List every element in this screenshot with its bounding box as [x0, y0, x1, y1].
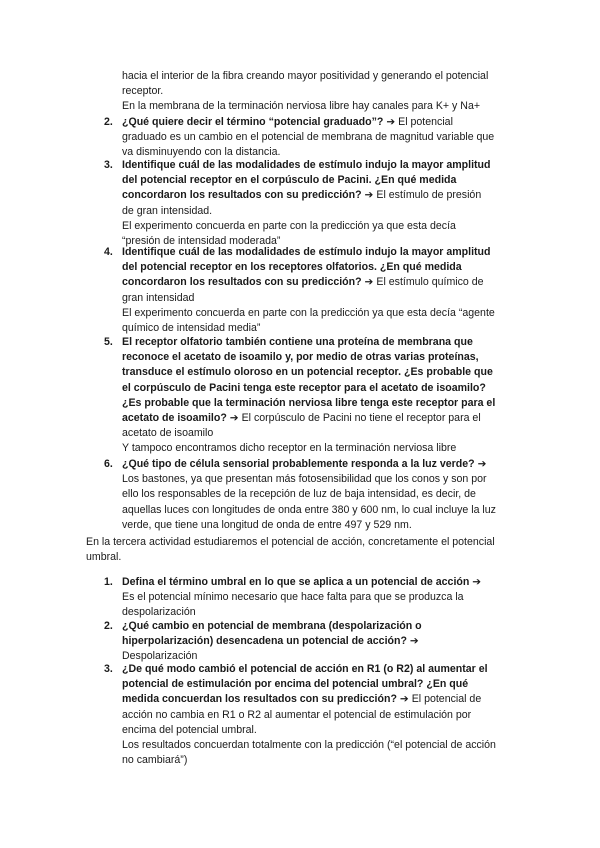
action-question-1 [122, 575, 522, 621]
question-text: del potencial receptor en el corpúsculo de Pacini. ¿En qué medida [122, 174, 457, 187]
item-number: 3. [104, 159, 113, 171]
action-question-2 [122, 619, 522, 665]
question-text: medida concuerdan los resultados con su predicción? [122, 693, 397, 706]
question-text: ¿Qué quiere decir el término “potencial graduado”? [122, 116, 384, 128]
answer-text: acción no cambia en R1 o R2 al aumentar el potencial de estimulación por [122, 708, 472, 721]
answer-text: “presión de intensidad moderada” [122, 235, 281, 248]
answer-text: Los bastones, ya que presentan más fotosensibilidad que los conos y son por [122, 473, 487, 486]
answer-text: graduado es un cambio en el potencial de membrana de magnitud variable que [122, 131, 495, 144]
answer-text: aquellas luces con longitudes de onda entre 380 y 600 nm, lo cual incluye la luz [122, 503, 496, 516]
answer-text: gran intensidad [122, 291, 195, 304]
answer-text: Es el potencial mínimo necesario que hace falta para que se produzca la [122, 591, 464, 604]
answer-text: El corpúsculo de Pacini no tiene el receptor para el [241, 412, 481, 425]
question-6 [122, 457, 522, 533]
item-number: 6. [104, 458, 113, 470]
question-text: acetato de isoamilo? [122, 412, 227, 425]
question-text: Identifique cuál de las modalidades de estímulo indujo la mayor amplitud [122, 159, 491, 171]
arrow-icon: ➔ [386, 116, 396, 128]
item-number: 3. [104, 663, 113, 675]
question-text: El receptor olfatorio también contiene una proteína de membrana que [122, 336, 473, 348]
answer-text: El experimento concuerda en parte con la predicción ya que esta decía “agente [122, 306, 495, 319]
answer-text: va disminuyendo con la distancia. [122, 146, 281, 159]
item-number: 5. [104, 336, 113, 348]
arrow-icon: ➔ [472, 576, 482, 588]
text-line: receptor. [122, 85, 164, 98]
answer-text: El experimento concuerda en parte con la predicción ya que esta decía [122, 219, 456, 232]
answer-text: El potencial de [411, 693, 482, 706]
question-text: Defina el término umbral en lo que se aplica a un potencial de acción [122, 576, 470, 588]
answer-text: de gran intensidad. [122, 204, 213, 217]
arrow-icon: ➔ [409, 635, 419, 648]
answer-text: no cambiará”) [122, 754, 188, 767]
item-number: 4. [104, 246, 113, 258]
action-question-3 [122, 662, 522, 768]
question-text: concordaron los resultados con su predicción? [122, 189, 362, 202]
answer-text: verde, que tiene una longitud de onda de entre 497 y 529 nm. [122, 518, 412, 531]
arrow-icon: ➔ [364, 189, 374, 202]
answer-text: El estímulo químico de [376, 276, 484, 289]
intro-paragraph [86, 535, 526, 565]
text-line: En la tercera actividad estudiaremos el potencial de acción, concretamente el potencial [86, 536, 495, 548]
question-text: Identifique cuál de las modalidades de estímulo indujo la mayor amplitud [122, 246, 491, 258]
answer-text: despolarización [122, 606, 196, 619]
answer-text: ello los responsables de la recepción de luz de baja intensidad, es decir, de [122, 488, 476, 501]
item-number: 1. [104, 576, 113, 588]
answer-text: Despolarización [122, 650, 198, 663]
question-text: del potencial receptor en los receptores olfatorios. ¿En qué medida [122, 261, 462, 274]
question-3 [122, 158, 522, 249]
question-text: concordaron los resultados con su predicción? [122, 276, 362, 289]
question-text: potencial de estimulación por encima del potencial umbral? ¿En qué [122, 678, 469, 691]
question-text: el corpúsculo de Pacini tenga este receptor para el acetato de isoamilo? [122, 381, 486, 394]
question-2 [122, 115, 522, 161]
continued-answer [122, 69, 522, 115]
question-text: transduce el estímulo oloroso en un potencial receptor. ¿Es probable que [122, 366, 493, 379]
text-line: hacia el interior de la fibra creando mayor positividad y generando el potencial [122, 70, 489, 82]
question-5 [122, 335, 522, 457]
answer-text: encima del potencial umbral. [122, 723, 257, 736]
question-text: ¿Es probable que la terminación nerviosa libre tenga este receptor para el [122, 396, 496, 409]
question-4 [122, 245, 522, 336]
question-text: ¿Qué tipo de célula sensorial probablemente responda a la luz verde? [122, 458, 475, 470]
arrow-icon: ➔ [229, 412, 239, 425]
question-text: hiperpolarización) desencadena un potencial de acción? [122, 635, 407, 648]
text-line: En la membrana de la terminación nerviosa libre hay canales para K+ y Na+ [122, 100, 481, 113]
answer-text: químico de intensidad media” [122, 322, 261, 335]
item-number: 2. [104, 620, 113, 632]
answer-text: Los resultados concuerdan totalmente con la predicción (“el potencial de acción [122, 739, 496, 752]
arrow-icon: ➔ [477, 458, 487, 470]
question-text: reconoce el acetato de isoamilo y, por medio de otras varias proteínas, [122, 351, 479, 364]
answer-text: El potencial [398, 116, 453, 128]
answer-text: El estímulo de presión [376, 189, 482, 202]
item-number: 2. [104, 116, 113, 128]
arrow-icon: ➔ [364, 276, 374, 289]
question-text: ¿De qué modo cambió el potencial de acción en R1 (o R2) al aumentar el [122, 663, 488, 675]
question-text: ¿Qué cambio en potencial de membrana (despolarización o [122, 620, 422, 632]
answer-text: acetato de isoamilo [122, 427, 214, 440]
text-line: umbral. [86, 551, 122, 564]
arrow-icon: ➔ [399, 693, 409, 706]
answer-text: Y tampoco encontramos dicho receptor en la terminación nerviosa libre [122, 442, 457, 455]
